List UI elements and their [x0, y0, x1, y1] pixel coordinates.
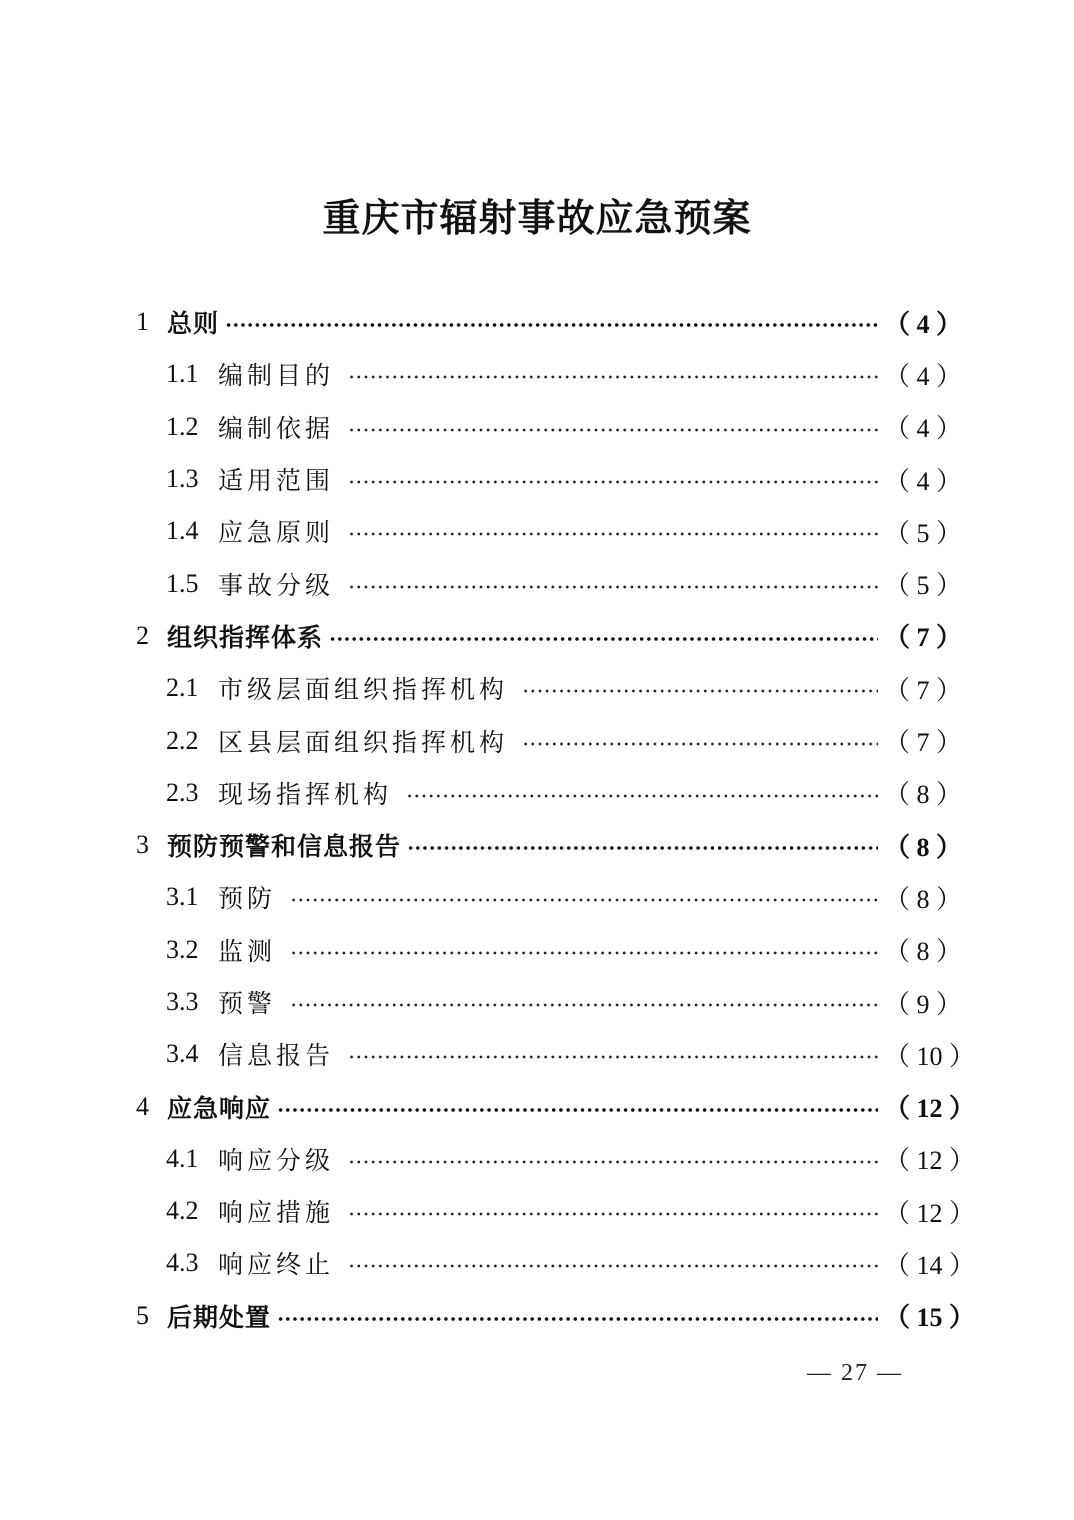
toc-entry-label: 响应措施	[218, 1198, 335, 1228]
toc-entry-label: 编制依据	[218, 413, 335, 443]
toc-entry-page: （ 4 ）	[884, 361, 963, 391]
toc-entry-page: （ 8 ）	[884, 780, 963, 810]
toc-entry-label: 监测	[218, 936, 277, 966]
toc-entry-label: 组织指挥体系	[167, 622, 324, 652]
toc-entry-page: （ 12 ）	[884, 1198, 976, 1228]
toc-subsection-row	[0, 557, 1074, 609]
toc-entry-label: 市级层面组织指挥机构	[218, 675, 509, 705]
toc-entry-label: 现场指挥机构	[218, 779, 393, 809]
dot-leader	[348, 1264, 878, 1268]
toc-subsection-row	[0, 924, 1074, 976]
toc-entry-number: 2.1	[166, 673, 199, 703]
toc-entry-number: 1.5	[166, 568, 199, 598]
toc-entry-page: （ 5 ）	[884, 518, 963, 548]
toc-entry-label: 预防	[218, 884, 277, 914]
dot-leader	[348, 428, 878, 432]
toc-entry-page: （ 12 ）	[884, 1146, 976, 1176]
toc-entry-number: 3.4	[166, 1039, 199, 1069]
toc-entry-page: （ 9 ）	[884, 989, 963, 1019]
dot-leader	[290, 951, 878, 955]
toc-entry-number: 3.3	[166, 987, 199, 1016]
toc-entry-number: 1.4	[166, 516, 199, 546]
toc-entry-label: 响应分级	[218, 1145, 335, 1175]
toc-entry-page: （ 5 ）	[884, 571, 963, 601]
toc-subsection-row	[0, 1133, 1074, 1185]
toc-entry-page: （ 7 ）	[884, 675, 963, 705]
dot-leader	[407, 846, 878, 850]
toc-section-row	[0, 819, 1074, 871]
toc-entry-label: 应急响应	[167, 1093, 272, 1123]
toc-entry-number: 2.2	[166, 725, 199, 755]
toc-entry-page: （ 8 ）	[884, 832, 963, 862]
toc-subsection-row	[0, 871, 1074, 923]
dot-leader	[348, 375, 878, 379]
toc-entry-number: 3.1	[166, 882, 199, 912]
dot-leader	[277, 1317, 878, 1321]
dot-leader	[348, 1160, 878, 1164]
document-title: 重庆市辐射事故应急预案	[322, 195, 752, 240]
toc-entry-label: 事故分级	[218, 570, 335, 600]
dot-leader	[406, 794, 878, 798]
toc-entry-number: 5	[136, 1300, 149, 1330]
table-of-contents	[0, 296, 1074, 1342]
dot-leader	[522, 742, 878, 746]
toc-entry-label: 后期处置	[167, 1302, 272, 1332]
dot-leader	[348, 585, 878, 589]
toc-entry-page: （ 4 ）	[884, 414, 963, 444]
toc-section-row	[0, 610, 1074, 662]
toc-entry-label: 编制目的	[218, 361, 335, 391]
toc-entry-page: （ 15 ）	[884, 1303, 976, 1333]
dot-leader	[522, 689, 878, 693]
toc-entry-page: （ 8 ）	[884, 884, 963, 914]
toc-entry-number: 2	[136, 620, 149, 650]
toc-subsection-row	[0, 1237, 1074, 1289]
toc-section-row	[0, 296, 1074, 348]
toc-section-row	[0, 1080, 1074, 1132]
toc-subsection-row	[0, 767, 1074, 819]
toc-entry-label: 应急原则	[218, 518, 335, 548]
dot-leader	[290, 1003, 878, 1007]
toc-entry-label: 适用范围	[218, 466, 335, 496]
toc-subsection-row	[0, 1185, 1074, 1237]
toc-entry-page: （ 8 ）	[884, 937, 963, 967]
toc-entry-number: 3	[136, 830, 149, 860]
toc-subsection-row	[0, 401, 1074, 453]
dot-leader	[329, 637, 878, 641]
toc-entry-number: 4.3	[166, 1248, 199, 1278]
toc-subsection-row	[0, 453, 1074, 505]
toc-entry-page: （ 4 ）	[884, 466, 963, 496]
toc-entry-label: 总则	[167, 309, 220, 339]
toc-entry-number: 1.2	[166, 411, 199, 441]
toc-entry-number: 3.2	[166, 934, 199, 964]
toc-subsection-row	[0, 976, 1074, 1028]
toc-entry-number: 1.3	[166, 464, 199, 494]
page-number: — 27 —	[807, 1360, 903, 1386]
toc-subsection-row	[0, 348, 1074, 400]
toc-entry-page: （ 7 ）	[884, 728, 963, 758]
toc-entry-number: 1	[136, 307, 149, 337]
toc-entry-label: 区县层面组织指挥机构	[218, 727, 509, 757]
toc-entry-page: （ 7 ）	[884, 623, 963, 653]
toc-entry-page: （ 14 ）	[884, 1250, 976, 1280]
toc-entry-page: （ 10 ）	[884, 1041, 976, 1071]
dot-leader	[290, 898, 878, 902]
toc-entry-number: 4.2	[166, 1196, 199, 1226]
dot-leader	[225, 323, 878, 327]
toc-entry-number: 4.1	[166, 1143, 199, 1173]
toc-entry-label: 响应终止	[218, 1250, 335, 1280]
toc-entry-page: （ 4 ）	[884, 309, 963, 339]
toc-entry-label: 信息报告	[218, 1041, 335, 1071]
toc-subsection-row	[0, 1028, 1074, 1080]
toc-entry-number: 2.3	[166, 777, 199, 807]
toc-subsection-row	[0, 714, 1074, 766]
dot-leader	[348, 1212, 878, 1216]
dot-leader	[348, 532, 878, 536]
toc-section-row	[0, 1290, 1074, 1342]
toc-entry-label: 预警	[218, 989, 277, 1018]
toc-subsection-row	[0, 505, 1074, 557]
dot-leader	[348, 480, 878, 484]
toc-entry-number: 4	[136, 1091, 149, 1121]
toc-entry-number: 1.1	[166, 359, 199, 389]
dot-leader	[348, 1055, 878, 1059]
toc-subsection-row	[0, 662, 1074, 714]
toc-entry-label: 预防预警和信息报告	[167, 832, 402, 862]
toc-entry-page: （ 12 ）	[884, 1094, 976, 1124]
dot-leader	[277, 1108, 878, 1112]
